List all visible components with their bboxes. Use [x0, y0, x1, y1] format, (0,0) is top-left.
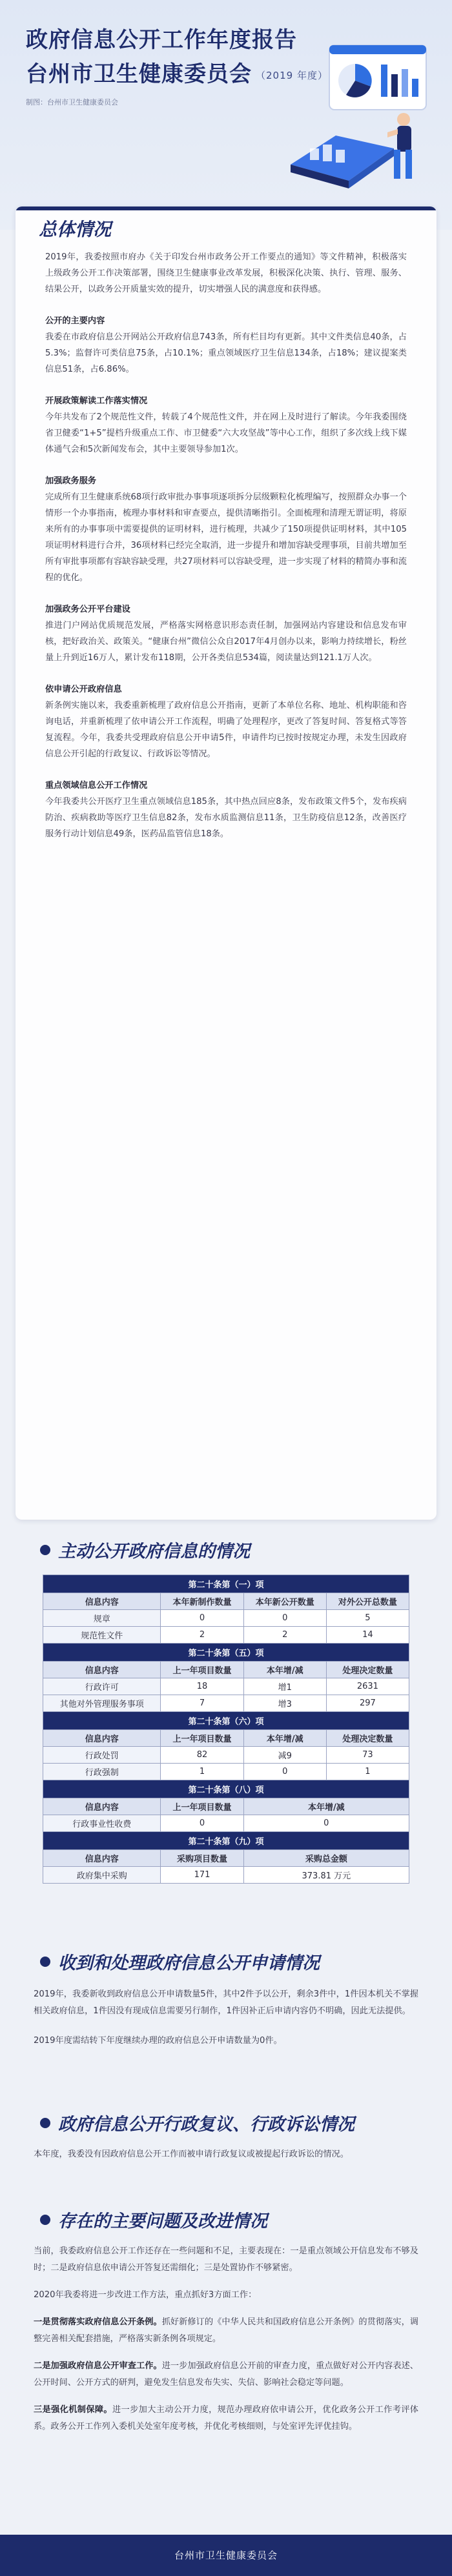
table-cell: 0 — [243, 1815, 409, 1832]
section-heading-key-areas: 重点领域信息公开工作情况 — [45, 781, 148, 790]
table-header-cell: 信息内容 — [43, 1593, 161, 1610]
table-cell: 5 — [326, 1610, 409, 1627]
table-cell: 2 — [161, 1627, 243, 1644]
table-header-cell: 本年增/减 — [243, 1730, 326, 1747]
section-title: 主动公开政府信息的情况 — [58, 1542, 250, 1562]
section-text-key-areas: 今年我委共公开医疗卫生重点领域信息185条，其中热点回应8条，发布政策文件5个，发布疾病防治、疾病救助等医疗卫生信息82条，发布水质监测信息11条，卫生防疫信息12条，改善医疗服务行动计划信息49条，医药品监管信息18条。 — [45, 797, 407, 839]
table-cell: 行政许可 — [43, 1678, 161, 1695]
table-cell: 0 — [161, 1610, 243, 1627]
section-heading-disclosure-requests: 依申请公开政府信息 — [45, 685, 122, 694]
table-section-title: 第二十条第（一）项 — [43, 1575, 409, 1593]
section-heading-platform-building: 加强政务公开平台建设 — [45, 605, 130, 614]
table-row — [43, 1867, 409, 1884]
section-text-main-content: 我委在市政府信息公开网站公开政府信息743条，所有栏目均有更新。其中文件类信息40条，占5.3%；监督许可类信息75条，占10.1%；重点领域医疗卫生信息134条，占18%；建议提案类信息51条，占6.86%。 — [45, 332, 407, 374]
table-section-title: 第二十条第（八）项 — [43, 1780, 409, 1798]
problems-text — [34, 2243, 418, 2435]
paragraph: 当前，我委政府信息公开工作还存在一些问题和不足，主要表现在：一是重点领域公开信息发布不够及时；二是政府信息依申请公开答复还需细化；三是处置协作不够紧密。 — [34, 2246, 418, 2273]
table-cell: 政府集中采购 — [43, 1867, 161, 1884]
table-header-cell: 上一年项目数量 — [161, 1730, 243, 1747]
table-cell: 14 — [326, 1627, 409, 1644]
bullet-icon — [40, 1957, 50, 1967]
table-header-cell: 本年增/减 — [243, 1662, 326, 1678]
section-text-disclosure-requests: 新条例实施以来，我委重新梳理了政府信息公开指南，更新了本单位名称、地址、机构职能和咨询电话，并重新梳理了依申请公开工作流程，明确了处理程序，更改了答复时间、答复格式等答复流程。今年，我委共受理政府信息公开申请5件，申请件均已按时按规定办理，未发生因政府信息公开引起的行政复议、行政诉讼等情况。 — [45, 701, 407, 759]
table-cell: 行政强制 — [43, 1764, 161, 1780]
table-header-cell: 对外公开总数量 — [326, 1593, 409, 1610]
table-row — [43, 1764, 409, 1780]
table-cell: 297 — [326, 1695, 409, 1712]
paragraph-text: 抓好新修订的《中华人民共和国政府信息公开条例》的贯彻落实，调整完善相关配套措施，严格落实新条例各项规定。 — [34, 2317, 418, 2344]
table-header-cell: 信息内容 — [43, 1662, 161, 1678]
section-heading-reviews-litigation — [40, 2110, 354, 2135]
paragraph: 2020年我委将进一步改进工作方法，重点抓好3方面工作： — [34, 2290, 257, 2300]
table-cell: 0 — [243, 1764, 326, 1780]
table-header-cell: 本年新公开数量 — [243, 1593, 326, 1610]
table-cell: 82 — [161, 1747, 243, 1764]
table-cell: 1 — [326, 1764, 409, 1780]
credit-line: 制图：台州市卫生健康委员会 — [26, 98, 118, 106]
table-cell: 增3 — [243, 1695, 326, 1712]
table-header-cell: 信息内容 — [43, 1850, 161, 1867]
table-header-cell: 采购总金额 — [243, 1850, 409, 1867]
overview-top-bar — [15, 206, 437, 210]
table-cell: 2631 — [326, 1678, 409, 1695]
proactive-disclosure-table — [43, 1575, 409, 1884]
section-heading-problems — [40, 2207, 267, 2232]
section-heading-proactive-disclosure — [40, 1537, 250, 1562]
bullet-icon — [40, 2215, 50, 2225]
table-cell: 减9 — [243, 1747, 326, 1764]
report-header — [0, 0, 452, 230]
section-heading-main-content: 公开的主要内容 — [45, 316, 105, 326]
table-cell: 7 — [161, 1695, 243, 1712]
overview-panel — [15, 206, 437, 1520]
analytics-illustration-icon — [284, 39, 439, 200]
table-header-cell: 信息内容 — [43, 1730, 161, 1747]
table-cell: 373.81 万元 — [243, 1867, 409, 1884]
section-heading-requests — [40, 1949, 320, 1974]
paragraph-text: 进一步加大主动公开力度，规范办理政府依申请公开，优化政务公开工作考评体系。政务公开工作列入委机关处室年度考核，并优化考核细则，与处室评先评优挂钩。 — [34, 2405, 418, 2431]
section-title: 政府信息公开行政复议、行政诉讼情况 — [58, 2115, 354, 2135]
paragraph — [34, 2402, 418, 2435]
footer: 台州市卫生健康委员会 — [0, 2535, 452, 2576]
table-cell: 1 — [161, 1764, 243, 1780]
overview-heading — [15, 206, 437, 244]
overview-title: 总体情况 — [39, 219, 112, 240]
table-header-cell: 信息内容 — [43, 1798, 161, 1815]
table-header-cell: 上一年项目数量 — [161, 1798, 243, 1815]
bullet-icon — [40, 1545, 50, 1555]
section-heading-policy-interpretation: 开展政策解读工作落实情况 — [45, 396, 148, 406]
bullet-icon — [40, 2118, 50, 2128]
table-section-title: 第二十条第（九）项 — [43, 1832, 409, 1850]
table-header-cell: 上一年项目数量 — [161, 1662, 243, 1678]
table-cell: 0 — [243, 1610, 326, 1627]
section-heading-government-services: 加强政务服务 — [45, 476, 97, 486]
section-text-platform-building: 推进门户网站优质规范发展，严格落实网格意识形态责任制，加强网站内容建设和信息发布审核，把好政治关、政策关。“健康台州”微信公众自2017年4月创办以来，影响力持续增长，粉丝量上升到近16万人，累计发布118期，公开各类信息534篇，阅读量达到121.1万人次。 — [45, 621, 407, 663]
table-row — [43, 1815, 409, 1832]
table-row — [43, 1678, 409, 1695]
table-cell: 0 — [161, 1815, 243, 1832]
table-row — [43, 1610, 409, 1627]
overview-intro: 2019年，我委按照市府办《关于印发台州市政务公开工作要点的通知》等文件精神，积极落实上级政务公开工作决策部署，围绕卫生健康事业改革发展，积极深化决策、执行、管理、服务、结果公开，以政务公开质量实效的提升，切实增强人民的满意度和获得感。 — [45, 252, 407, 294]
bold-lead: 三是强化机制保障。 — [34, 2405, 112, 2415]
section-title: 收到和处理政府信息公开申请情况 — [58, 1953, 320, 1973]
table-cell: 规章 — [43, 1610, 161, 1627]
year-tag: （2019 年度） — [256, 70, 328, 81]
organization-name: 台州市卫生健康委员会 — [26, 61, 252, 87]
table-header-cell: 本年增/减 — [243, 1798, 409, 1815]
table-cell: 规范性文件 — [43, 1627, 161, 1644]
requests-text — [34, 1986, 418, 2049]
overview-body — [15, 244, 437, 842]
table-header-cell: 处理决定数量 — [326, 1730, 409, 1747]
table-row — [43, 1747, 409, 1764]
table-cell: 171 — [161, 1867, 243, 1884]
section-text-government-services: 完成所有卫生健康系统68项行政审批办事事项逐项拆分层级颗粒化梳理编写，按照群众办事一个情形一个办事指南，梳理办事材料和审查要点，提供清晰指引。全面梳理和清理无谓证明，将原来所有的办事事项中需要提供的证明材料，进行梳理，共减少了150项提供证明材料，其中105项证明材料进行合并，36项材料已经完全取消，进一步提升和增加容缺受理事项，目前共增加至所有审批事项都有容缺容缺受理，共27项材料可以容缺受理，进一步实现了材料的精简办事和流程的优化。 — [45, 492, 407, 583]
table-cell: 18 — [161, 1678, 243, 1695]
table-row — [43, 1695, 409, 1712]
paragraph: 2019年，我委新收到政府信息公开申请数量5件，其中2件予以公开，剩余3件中，1件因本机关不掌握相关政府信息，1件因没有现成信息需要另行制作，1件因补正后申请内容仍不明确，因此无法提供。 — [34, 1989, 418, 2016]
paragraph: 本年度，我委没有因政府信息公开工作而被申请行政复议或被提起行政诉讼的情况。 — [34, 2149, 349, 2159]
table-cell: 行政事业性收费 — [43, 1815, 161, 1832]
table-header-cell: 本年新制作数量 — [161, 1593, 243, 1610]
table-cell: 增1 — [243, 1678, 326, 1695]
table-cell: 73 — [326, 1747, 409, 1764]
paragraph: 2019年度需结转下年度继续办理的政府信息公开申请数量为0件。 — [34, 2036, 282, 2046]
section-text-policy-interpretation: 今年共发布了2个规范性文件，转载了4个规范性文件，并在网上及时进行了解读。今年我委围绕省卫健委“1+5”提档升级重点工作、市卫健委“六大攻坚战”等中心工作，组织了多次线上线下媒体通气会和5次新闻发布会，其中主要领导参加1次。 — [45, 412, 407, 454]
table-section-title: 第二十条第（六）项 — [43, 1712, 409, 1730]
bold-lead: 二是加强政府信息公开审查工作。 — [34, 2361, 162, 2371]
paragraph-text: 进一步加强政府信息公开前的审查力度，重点做好对公开内容表述、公开时间、公开方式的研判，避免发生信息发布失实、失信、影响社会稳定等问题。 — [34, 2361, 418, 2388]
report-title: 政府信息公开工作年度报告 — [26, 27, 297, 53]
table-section-title: 第二十条第（五）项 — [43, 1644, 409, 1662]
reviews-text — [34, 2146, 418, 2163]
table-cell: 行政处罚 — [43, 1747, 161, 1764]
table-header-cell: 采购项目数量 — [161, 1850, 243, 1867]
section-title: 存在的主要问题及改进情况 — [58, 2211, 267, 2231]
table-cell: 2 — [243, 1627, 326, 1644]
table-header-cell: 处理决定数量 — [326, 1662, 409, 1678]
bold-lead: 一是贯彻落实政府信息公开条例。 — [34, 2317, 162, 2327]
table-cell: 其他对外管理服务事项 — [43, 1695, 161, 1712]
paragraph — [34, 2358, 418, 2391]
table-row — [43, 1627, 409, 1644]
paragraph — [34, 2314, 418, 2348]
